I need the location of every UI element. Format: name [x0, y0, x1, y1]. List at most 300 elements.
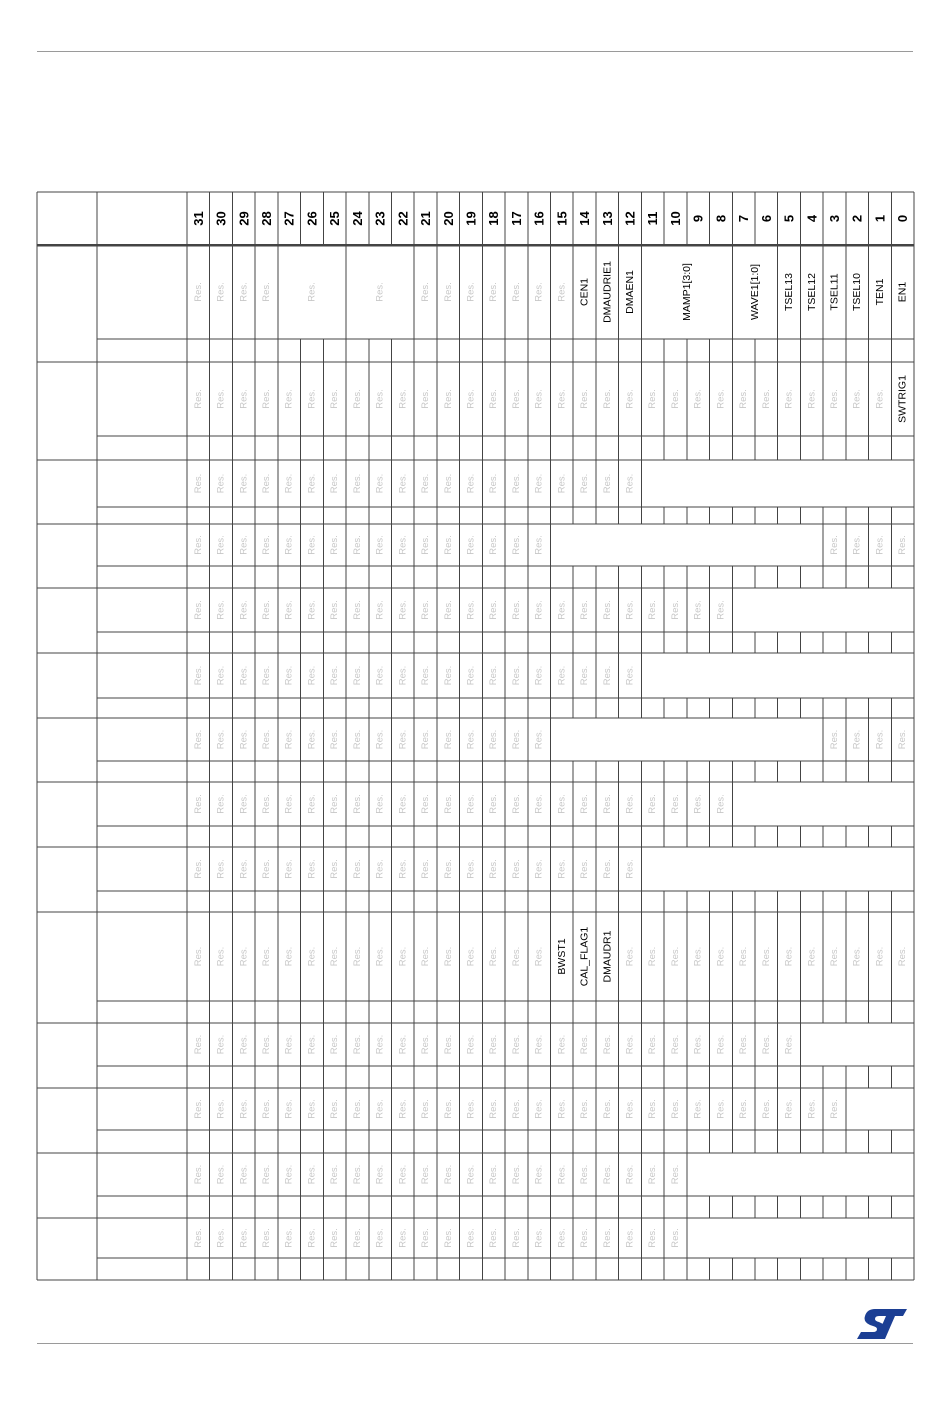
- reserved-field-label: Res.: [488, 473, 500, 494]
- reserved-field-label: Res.: [306, 282, 318, 302]
- reserved-field-label: Res.: [351, 1034, 363, 1055]
- bit-number-label: 30: [213, 211, 229, 226]
- bit-number-label: 7: [736, 214, 752, 223]
- field-name-label: CEN1: [578, 277, 591, 307]
- reserved-field-label: Res.: [465, 282, 477, 302]
- reserved-field-label: Res.: [420, 946, 432, 967]
- field-name-label: EN1: [896, 281, 909, 303]
- reserved-field-label: Res.: [715, 1034, 727, 1055]
- reserved-field-label: Res.: [579, 1034, 591, 1055]
- reserved-field-label: Res.: [783, 946, 795, 967]
- reserved-field-label: Res.: [692, 1034, 704, 1055]
- reserved-field-label: Res.: [692, 1099, 704, 1119]
- reserved-field-label: Res.: [442, 1228, 454, 1248]
- reserved-field-label: Res.: [306, 729, 318, 750]
- reserved-field-label: Res.: [579, 1099, 591, 1119]
- reserved-field-label: Res.: [715, 1099, 727, 1119]
- bit-number-label: 0: [895, 214, 911, 223]
- reserved-field-label: Res.: [442, 282, 454, 302]
- reserved-field-label: Res.: [351, 1228, 363, 1248]
- reserved-field-label: Res.: [238, 600, 250, 620]
- reserved-field-label: Res.: [351, 729, 363, 750]
- reserved-field-label: Res.: [897, 946, 909, 967]
- reserved-field-label: Res.: [533, 859, 545, 879]
- reserved-field-label: Res.: [397, 389, 409, 409]
- reserved-field-label: Res.: [238, 1099, 250, 1119]
- bit-number-label: 18: [486, 211, 502, 226]
- reserved-field-label: Res.: [488, 859, 500, 879]
- reserved-field-label: Res.: [374, 1164, 386, 1185]
- reserved-field-label: Res.: [283, 729, 295, 750]
- reserved-field-label: Res.: [828, 535, 840, 555]
- field-name-label: DMAUDR1: [601, 930, 614, 983]
- reserved-field-label: Res.: [579, 859, 591, 879]
- bit-number-label: 28: [259, 211, 275, 226]
- reserved-field-label: Res.: [306, 389, 318, 409]
- reserved-field-label: Res.: [442, 1034, 454, 1055]
- reserved-field-label: Res.: [442, 665, 454, 686]
- reserved-field-label: Res.: [283, 1228, 295, 1248]
- reserved-field-label: Res.: [647, 946, 659, 967]
- field-name-label: BWST1: [555, 938, 568, 975]
- field-name-label: TEN1: [873, 278, 886, 306]
- reserved-field-label: Res.: [897, 729, 909, 750]
- reserved-field-label: Res.: [420, 1164, 432, 1185]
- reserved-field-label: Res.: [238, 665, 250, 686]
- reserved-field-label: Res.: [374, 282, 386, 302]
- reserved-field-label: Res.: [647, 389, 659, 409]
- reserved-field-label: Res.: [192, 535, 204, 555]
- reserved-field-label: Res.: [261, 389, 273, 409]
- reserved-field-label: Res.: [283, 473, 295, 494]
- reserved-field-label: Res.: [828, 729, 840, 750]
- bit-number-label: 20: [440, 211, 456, 226]
- reserved-field-label: Res.: [465, 1099, 477, 1119]
- reserved-field-label: Res.: [215, 389, 227, 409]
- reserved-field-label: Res.: [783, 1099, 795, 1119]
- reserved-field-label: Res.: [215, 535, 227, 555]
- field-name-label: WAVE1[1:0]: [748, 263, 761, 321]
- reserved-field-label: Res.: [715, 389, 727, 409]
- reserved-field-label: Res.: [601, 1099, 613, 1119]
- reserved-field-label: Res.: [601, 794, 613, 814]
- reserved-field-label: Res.: [397, 729, 409, 750]
- reserved-field-label: Res.: [647, 1034, 659, 1055]
- reserved-field-label: Res.: [510, 535, 522, 555]
- reserved-field-label: Res.: [488, 1228, 500, 1248]
- reserved-field-label: Res.: [783, 1034, 795, 1055]
- reserved-field-label: Res.: [283, 389, 295, 409]
- reserved-field-label: Res.: [851, 946, 863, 967]
- reserved-field-label: Res.: [465, 946, 477, 967]
- reserved-field-label: Res.: [397, 1099, 409, 1119]
- reserved-field-label: Res.: [510, 1034, 522, 1055]
- st-logo: [855, 1307, 909, 1341]
- reserved-field-label: Res.: [329, 946, 341, 967]
- bit-number-label: 19: [463, 211, 479, 226]
- bit-number-label: 16: [531, 211, 547, 226]
- reserved-field-label: Res.: [261, 1164, 273, 1185]
- reserved-field-label: Res.: [624, 1099, 636, 1119]
- reserved-field-label: Res.: [351, 1164, 363, 1185]
- reserved-field-label: Res.: [261, 1034, 273, 1055]
- bit-number-label: 4: [804, 214, 820, 223]
- reserved-field-label: Res.: [601, 859, 613, 879]
- bit-number-label: 17: [508, 211, 524, 226]
- reserved-field-label: Res.: [420, 600, 432, 620]
- reserved-field-label: Res.: [715, 794, 727, 814]
- reserved-field-label: Res.: [601, 473, 613, 494]
- reserved-field-label: Res.: [215, 1228, 227, 1248]
- field-name-label: TSEL13: [783, 273, 796, 311]
- reserved-field-label: Res.: [351, 794, 363, 814]
- reserved-field-label: Res.: [329, 389, 341, 409]
- reserved-field-label: Res.: [215, 600, 227, 620]
- reserved-field-label: Res.: [397, 665, 409, 686]
- reserved-field-label: Res.: [215, 946, 227, 967]
- reserved-field-label: Res.: [215, 1099, 227, 1119]
- reserved-field-label: Res.: [215, 794, 227, 814]
- reserved-field-label: Res.: [329, 794, 341, 814]
- reserved-field-label: Res.: [420, 859, 432, 879]
- reserved-field-label: Res.: [465, 389, 477, 409]
- reserved-field-label: Res.: [851, 729, 863, 750]
- reserved-field-label: Res.: [238, 794, 250, 814]
- reserved-field-label: Res.: [374, 859, 386, 879]
- reserved-field-label: Res.: [806, 1099, 818, 1119]
- reserved-field-label: Res.: [420, 535, 432, 555]
- reserved-field-label: Res.: [465, 794, 477, 814]
- bit-number-label: 31: [190, 211, 206, 226]
- reserved-field-label: Res.: [692, 794, 704, 814]
- reserved-field-label: Res.: [556, 282, 568, 302]
- reserved-field-label: Res.: [465, 600, 477, 620]
- reserved-field-label: Res.: [488, 1099, 500, 1119]
- reserved-field-label: Res.: [624, 1034, 636, 1055]
- bit-number-label: 9: [690, 214, 706, 223]
- reserved-field-label: Res.: [420, 794, 432, 814]
- reserved-field-label: Res.: [556, 1228, 568, 1248]
- reserved-field-label: Res.: [669, 946, 681, 967]
- reserved-field-label: Res.: [760, 1034, 772, 1055]
- reserved-field-label: Res.: [420, 282, 432, 302]
- reserved-field-label: Res.: [374, 729, 386, 750]
- reserved-field-label: Res.: [556, 389, 568, 409]
- reserved-field-label: Res.: [283, 600, 295, 620]
- reserved-field-label: Res.: [192, 389, 204, 409]
- bit-number-label: 15: [554, 211, 570, 226]
- reserved-field-label: Res.: [306, 600, 318, 620]
- reserved-field-label: Res.: [238, 473, 250, 494]
- reserved-field-label: Res.: [306, 794, 318, 814]
- reserved-field-label: Res.: [442, 473, 454, 494]
- reserved-field-label: Res.: [261, 794, 273, 814]
- bit-number-label: 23: [372, 211, 388, 226]
- reserved-field-label: Res.: [465, 1228, 477, 1248]
- reserved-field-label: Res.: [397, 600, 409, 620]
- reserved-field-label: Res.: [465, 1164, 477, 1185]
- reserved-field-label: Res.: [374, 389, 386, 409]
- reserved-field-label: Res.: [510, 729, 522, 750]
- reserved-field-label: Res.: [215, 473, 227, 494]
- reserved-field-label: Res.: [533, 389, 545, 409]
- reserved-field-label: Res.: [283, 859, 295, 879]
- reserved-field-label: Res.: [306, 946, 318, 967]
- reserved-field-label: Res.: [669, 1099, 681, 1119]
- reserved-field-label: Res.: [397, 1034, 409, 1055]
- reserved-field-label: Res.: [192, 1228, 204, 1248]
- reserved-field-label: Res.: [533, 1164, 545, 1185]
- bit-number-label: 22: [395, 211, 411, 226]
- reserved-field-label: Res.: [283, 665, 295, 686]
- reserved-field-label: Res.: [510, 794, 522, 814]
- reserved-field-label: Res.: [238, 1164, 250, 1185]
- reserved-field-label: Res.: [351, 665, 363, 686]
- reserved-field-label: Res.: [192, 282, 204, 302]
- reserved-field-label: Res.: [510, 473, 522, 494]
- reserved-field-label: Res.: [647, 794, 659, 814]
- reserved-field-label: Res.: [329, 1099, 341, 1119]
- reserved-field-label: Res.: [192, 794, 204, 814]
- reserved-field-label: Res.: [533, 729, 545, 750]
- reserved-field-label: Res.: [533, 1034, 545, 1055]
- reserved-field-label: Res.: [397, 535, 409, 555]
- bit-number-label: 29: [236, 211, 252, 226]
- reserved-field-label: Res.: [374, 946, 386, 967]
- reserved-field-label: Res.: [442, 600, 454, 620]
- reserved-field-label: Res.: [192, 946, 204, 967]
- field-name-label: DMAUDRIE1: [601, 261, 614, 323]
- reserved-field-label: Res.: [374, 473, 386, 494]
- reserved-field-label: Res.: [397, 1228, 409, 1248]
- reserved-field-label: Res.: [283, 535, 295, 555]
- reserved-field-label: Res.: [510, 1228, 522, 1248]
- reserved-field-label: Res.: [533, 473, 545, 494]
- reserved-field-label: Res.: [669, 1034, 681, 1055]
- reserved-field-label: Res.: [579, 794, 591, 814]
- reserved-field-label: Res.: [556, 473, 568, 494]
- reserved-field-label: Res.: [374, 1228, 386, 1248]
- reserved-field-label: Res.: [601, 1164, 613, 1185]
- reserved-field-label: Res.: [238, 389, 250, 409]
- reserved-field-label: Res.: [215, 665, 227, 686]
- reserved-field-label: Res.: [510, 1099, 522, 1119]
- reserved-field-label: Res.: [283, 1164, 295, 1185]
- reserved-field-label: Res.: [306, 859, 318, 879]
- reserved-field-label: Res.: [442, 859, 454, 879]
- reserved-field-label: Res.: [215, 282, 227, 302]
- reserved-field-label: Res.: [510, 389, 522, 409]
- reserved-field-label: Res.: [533, 665, 545, 686]
- bit-number-label: 2: [849, 214, 865, 223]
- reserved-field-label: Res.: [306, 1099, 318, 1119]
- reserved-field-label: Res.: [329, 859, 341, 879]
- field-name-label: TSEL12: [805, 273, 818, 311]
- reserved-field-label: Res.: [374, 1099, 386, 1119]
- reserved-field-label: Res.: [897, 535, 909, 555]
- reserved-field-label: Res.: [488, 729, 500, 750]
- reserved-field-label: Res.: [851, 535, 863, 555]
- reserved-field-label: Res.: [192, 600, 204, 620]
- reserved-field-label: Res.: [442, 1164, 454, 1185]
- reserved-field-label: Res.: [738, 389, 750, 409]
- reserved-field-label: Res.: [465, 1034, 477, 1055]
- reserved-field-label: Res.: [579, 389, 591, 409]
- reserved-field-label: Res.: [510, 1164, 522, 1185]
- reserved-field-label: Res.: [442, 794, 454, 814]
- reserved-field-label: Res.: [783, 389, 795, 409]
- reserved-field-label: Res.: [601, 1228, 613, 1248]
- reserved-field-label: Res.: [510, 859, 522, 879]
- reserved-field-label: Res.: [624, 389, 636, 409]
- reserved-field-label: Res.: [261, 859, 273, 879]
- reserved-field-label: Res.: [306, 535, 318, 555]
- reserved-field-label: Res.: [329, 473, 341, 494]
- reserved-field-label: Res.: [692, 389, 704, 409]
- reserved-field-label: Res.: [624, 859, 636, 879]
- bit-number-label: 3: [826, 214, 842, 223]
- reserved-field-label: Res.: [442, 729, 454, 750]
- reserved-field-label: Res.: [192, 473, 204, 494]
- reserved-field-label: Res.: [669, 1164, 681, 1185]
- field-name-label: TSEL10: [851, 273, 864, 311]
- reserved-field-label: Res.: [374, 1034, 386, 1055]
- reserved-field-label: Res.: [442, 535, 454, 555]
- bit-number-label: 13: [599, 211, 615, 226]
- reserved-field-label: Res.: [874, 946, 886, 967]
- reserved-field-label: Res.: [579, 1228, 591, 1248]
- reserved-field-label: Res.: [306, 665, 318, 686]
- reserved-field-label: Res.: [601, 1034, 613, 1055]
- reserved-field-label: Res.: [556, 794, 568, 814]
- reserved-field-label: Res.: [669, 389, 681, 409]
- reserved-field-label: Res.: [556, 665, 568, 686]
- reserved-field-label: Res.: [760, 389, 772, 409]
- reserved-field-label: Res.: [533, 794, 545, 814]
- reserved-field-label: Res.: [760, 946, 772, 967]
- reserved-field-label: Res.: [465, 729, 477, 750]
- reserved-field-label: Res.: [192, 1099, 204, 1119]
- reserved-field-label: Res.: [624, 794, 636, 814]
- reserved-field-label: Res.: [238, 282, 250, 302]
- reserved-field-label: Res.: [465, 535, 477, 555]
- reserved-field-label: Res.: [397, 473, 409, 494]
- bit-number-label: 24: [349, 211, 365, 226]
- bit-number-label: 26: [304, 211, 320, 226]
- reserved-field-label: Res.: [806, 389, 818, 409]
- reserved-field-label: Res.: [669, 600, 681, 620]
- field-name-label: DMAEN1: [624, 270, 637, 314]
- reserved-field-label: Res.: [715, 600, 727, 620]
- reserved-field-label: Res.: [238, 1228, 250, 1248]
- reserved-field-label: Res.: [851, 389, 863, 409]
- reserved-field-label: Res.: [192, 1164, 204, 1185]
- reserved-field-label: Res.: [828, 1099, 840, 1119]
- reserved-field-label: Res.: [261, 473, 273, 494]
- reserved-field-label: Res.: [488, 946, 500, 967]
- reserved-field-label: Res.: [442, 389, 454, 409]
- reserved-field-label: Res.: [828, 389, 840, 409]
- bit-number-label: 8: [713, 214, 729, 223]
- reserved-field-label: Res.: [647, 1099, 659, 1119]
- footer-rule: [37, 1343, 913, 1344]
- reserved-field-label: Res.: [442, 946, 454, 967]
- reserved-field-label: Res.: [556, 1099, 568, 1119]
- bit-number-label: 27: [281, 211, 297, 226]
- reserved-field-label: Res.: [488, 1164, 500, 1185]
- reserved-field-label: Res.: [738, 946, 750, 967]
- reserved-field-label: Res.: [261, 535, 273, 555]
- reserved-field-label: Res.: [397, 1164, 409, 1185]
- reserved-field-label: Res.: [442, 1099, 454, 1119]
- reserved-field-label: Res.: [828, 946, 840, 967]
- reserved-field-label: Res.: [647, 1164, 659, 1185]
- reserved-field-label: Res.: [874, 389, 886, 409]
- reserved-field-label: Res.: [306, 1164, 318, 1185]
- reserved-field-label: Res.: [624, 1228, 636, 1248]
- reserved-field-label: Res.: [329, 729, 341, 750]
- reserved-field-label: Res.: [215, 1034, 227, 1055]
- reserved-field-label: Res.: [261, 946, 273, 967]
- reserved-field-label: Res.: [533, 946, 545, 967]
- reserved-field-label: Res.: [533, 535, 545, 555]
- reserved-field-label: Res.: [351, 1099, 363, 1119]
- reserved-field-label: Res.: [306, 1034, 318, 1055]
- reserved-field-label: Res.: [261, 282, 273, 302]
- reserved-field-label: Res.: [533, 1099, 545, 1119]
- reserved-field-label: Res.: [579, 665, 591, 686]
- reserved-field-label: Res.: [283, 794, 295, 814]
- reserved-field-label: Res.: [692, 946, 704, 967]
- reserved-field-label: Res.: [420, 665, 432, 686]
- reserved-field-label: Res.: [556, 600, 568, 620]
- reserved-field-label: Res.: [329, 1034, 341, 1055]
- reserved-field-label: Res.: [261, 729, 273, 750]
- reserved-field-label: Res.: [488, 282, 500, 302]
- reserved-field-label: Res.: [351, 600, 363, 620]
- reserved-field-label: Res.: [283, 946, 295, 967]
- reserved-field-label: Res.: [192, 1034, 204, 1055]
- field-name-label: CAL_FLAG1: [578, 926, 591, 987]
- bit-number-label: 10: [667, 211, 683, 226]
- reserved-field-label: Res.: [874, 535, 886, 555]
- reserved-field-label: Res.: [806, 946, 818, 967]
- reserved-field-label: Res.: [510, 665, 522, 686]
- reserved-field-label: Res.: [215, 729, 227, 750]
- reserved-field-label: Res.: [420, 729, 432, 750]
- reserved-field-label: Res.: [488, 1034, 500, 1055]
- reserved-field-label: Res.: [215, 859, 227, 879]
- reserved-field-label: Res.: [488, 389, 500, 409]
- reserved-field-label: Res.: [261, 1099, 273, 1119]
- reserved-field-label: Res.: [579, 1164, 591, 1185]
- reserved-field-label: Res.: [624, 665, 636, 686]
- reserved-field-label: Res.: [374, 665, 386, 686]
- reserved-field-label: Res.: [397, 859, 409, 879]
- reserved-field-label: Res.: [647, 600, 659, 620]
- field-name-label: SWTRIG1: [896, 375, 909, 423]
- reserved-field-label: Res.: [692, 600, 704, 620]
- reserved-field-label: Res.: [306, 1228, 318, 1248]
- reserved-field-label: Res.: [420, 389, 432, 409]
- reserved-field-label: Res.: [420, 1228, 432, 1248]
- reserved-field-label: Res.: [329, 600, 341, 620]
- reserved-field-label: Res.: [556, 1164, 568, 1185]
- reserved-field-label: Res.: [238, 1034, 250, 1055]
- reserved-field-label: Res.: [488, 665, 500, 686]
- reserved-field-label: Res.: [601, 665, 613, 686]
- reserved-field-label: Res.: [374, 794, 386, 814]
